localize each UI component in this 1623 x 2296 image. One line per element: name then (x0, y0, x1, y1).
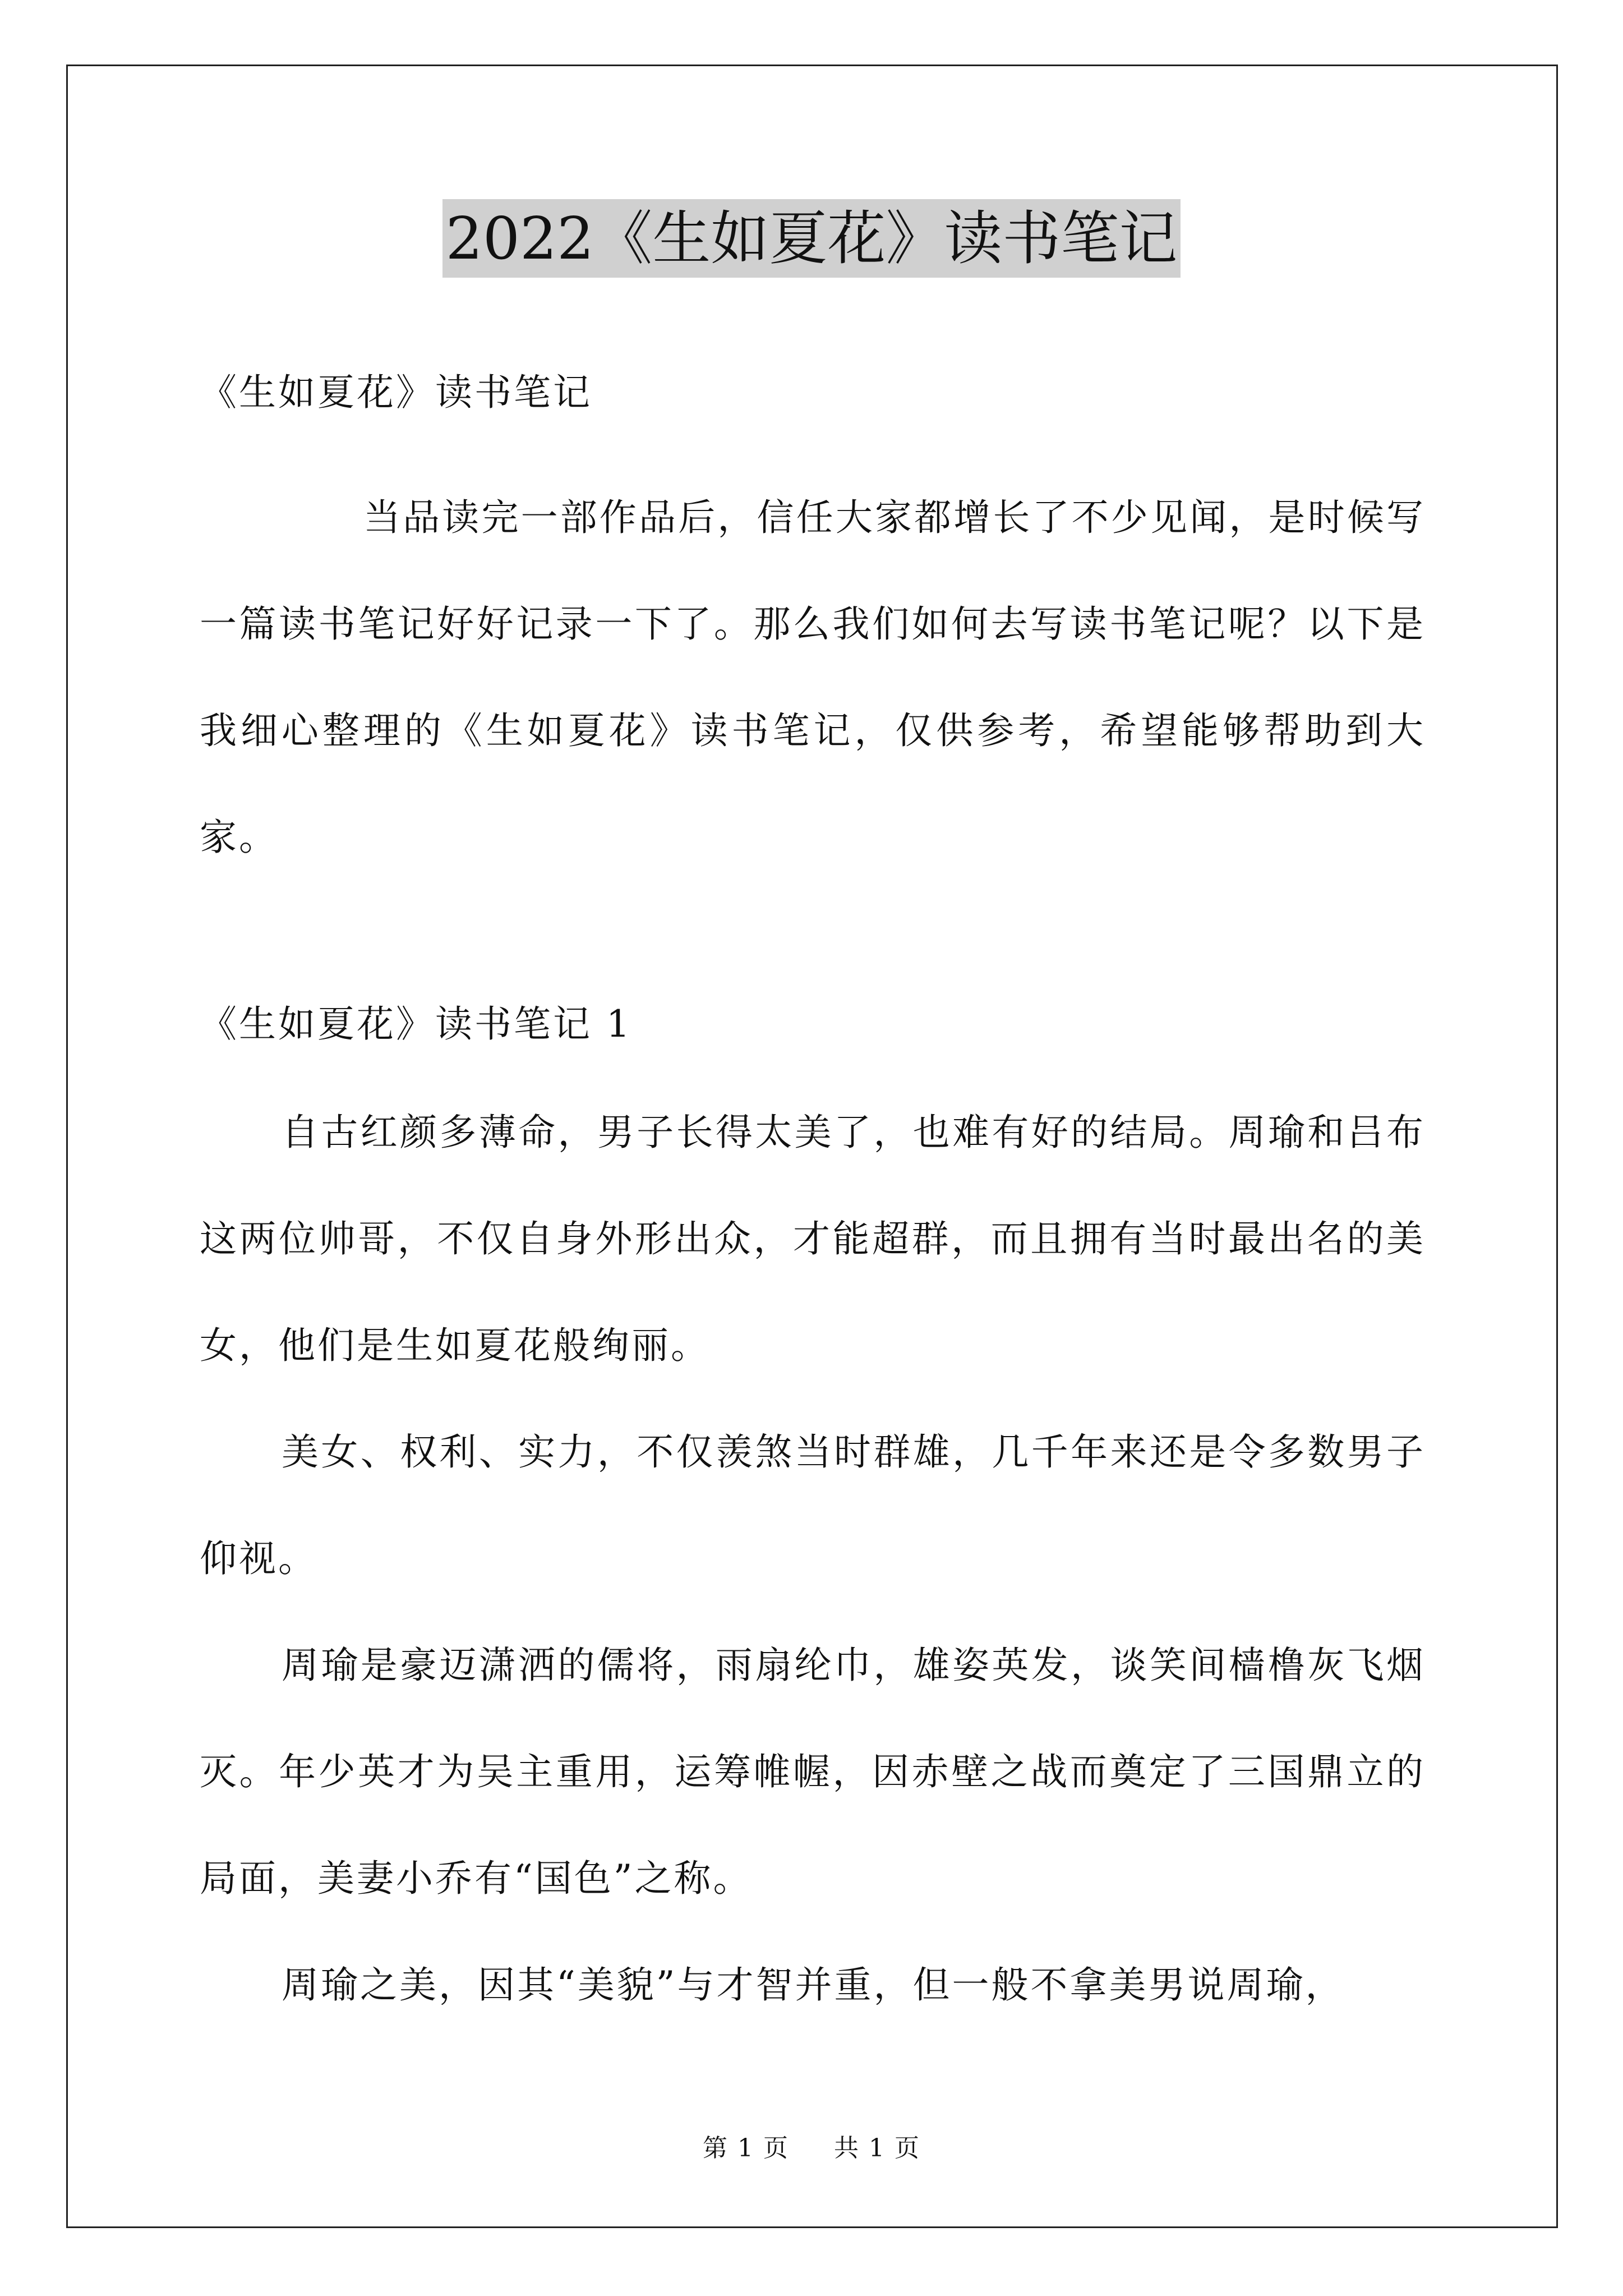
body-paragraph-4: 周瑜之美，因其“美貌”与才智并重，但一般不拿美男说周瑜， (282, 1963, 1345, 2007)
page-number: 第 1 页 (703, 2134, 789, 2162)
section-spacer (200, 891, 1426, 971)
section-title: 《生如夏花》读书笔记 1 (200, 1002, 632, 1046)
body-paragraph-2: 美女、权利、实力，不仅羡煞当时群雄，几千年来还是令多数男子仰视。 (200, 1430, 1426, 1580)
body-paragraph-3: 周瑜是豪迈潇洒的儒将，雨扇纶巾，雄姿英发，谈笑间樯橹灰飞烟灭。年少英才为吴主重用，运筹帷幄，因赤壁之战而奠定了三国鼎立的局面，美妻小乔有“国色”之称。 (200, 1644, 1426, 1900)
body-paragraph-1: 自古红颜多薄命，男子长得太美了，也难有好的结局。周瑜和吕布这两位帅哥，不仅自身外形出众，才能超群，而且拥有当时最出名的美女，他们是生如夏花般绚丽。 (200, 1111, 1426, 1367)
page-footer (0, 2132, 1623, 2165)
document-title: 2022《生如夏花》读书笔记 (442, 199, 1181, 278)
page-total: 共 1 页 (834, 2134, 920, 2162)
document-body (200, 339, 1426, 2039)
document-title-wrap (0, 199, 1623, 278)
intro-paragraph: 当品读完一部作品后，信任大家都增长了不少见闻，是时候写一篇读书笔记好好记录一下了。那么我们如何去写读书笔记呢？以下是我细心整理的《生如夏花》读书笔记，仅供参考，希望能够帮助到大家。 (200, 496, 1426, 859)
document-subtitle: 《生如夏花》读书笔记 (200, 371, 592, 414)
